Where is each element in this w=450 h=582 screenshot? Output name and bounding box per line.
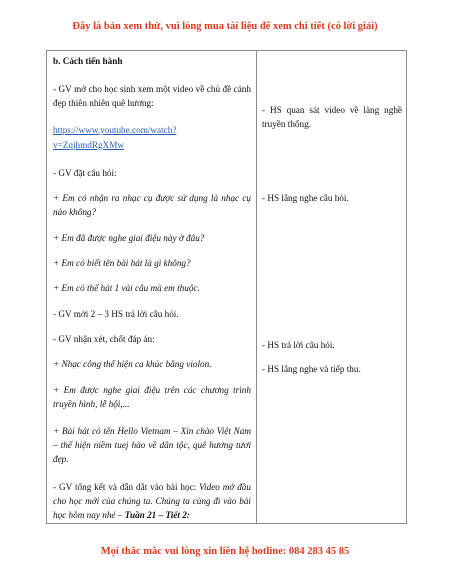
answer-song-name: + Bài hát có tên Hello Vietnam – Xin chào Việt Nam – thể hiện niềm tuej hào về dân tộc, quê hương tươi đẹp. [53,426,251,464]
question-song-name: + Em có biết tên bài hát là gì không? [53,258,191,268]
header-notice: Đây là bản xem thử, vui lòng mua tài liệu để xem chi tiết (có lời giải) [72,21,378,32]
student-watch-video: - HS quan sát video về làng nghề truyền thống. [262,105,402,129]
answer-violin: + Nhạc công thể hiện ca khúc bằng violon. [53,359,212,369]
student-listen-questions: - HS lắng nghe câu hỏi. [262,193,349,203]
answer-tv-programs: + Em được nghe giai điệu trên các chương trình truyền hình, lễ hội,... [53,385,251,409]
summary-text: - GV tổng kết và dẫn dắt vào bài học: [53,482,200,492]
paragraph-teacher-conclusion: - GV nhận xét, chốt đáp án: [53,334,155,344]
student-answer-questions: - HS trả lời câu hỏi. [262,340,335,350]
question-instrument: + Em có nhận ra nhạc cụ được sử dụng là nhạc cụ nào không? [53,193,251,217]
lesson-table [46,50,407,524]
section-heading: b. Cách tiến hành [53,56,123,66]
column-divider [256,51,257,523]
youtube-link-line2[interactable]: v=ZqjhmdRgXMw [53,140,125,150]
paragraph-summary [53,480,251,522]
paragraph-ask-questions: - GV đặt câu hỏi: [53,168,117,178]
summary-italic-text: Video mở đầu cho học mới của chúng ta. Chúng ta cùng đi vào bài học hôm nay nhé – [53,482,251,520]
footer-notice: Mọi thắc mắc vui lòng xin liên hệ hotline: 084 283 45 85 [100,546,350,557]
question-sing-lines: + Em có thể hát 1 vài câu mà em thuộc. [53,283,200,293]
youtube-link-line1[interactable]: https://www.youtube.com/watch? [53,125,177,135]
lesson-reference: Tuần 21 – Tiết 2: [124,510,190,520]
paragraph-video: - GV mở cho học sinh xem một video về chủ đề cảnh đẹp thiên nhiên quê hương: [53,84,251,108]
question-where-heard: + Em đã được nghe giai điệu này ở đâu? [53,233,205,243]
paragraph-invite-students: - GV mời 2 – 3 HS trả lời câu hỏi. [53,309,179,319]
student-listen-absorb: - HS lắng nghe và tiếp thu. [262,364,361,374]
